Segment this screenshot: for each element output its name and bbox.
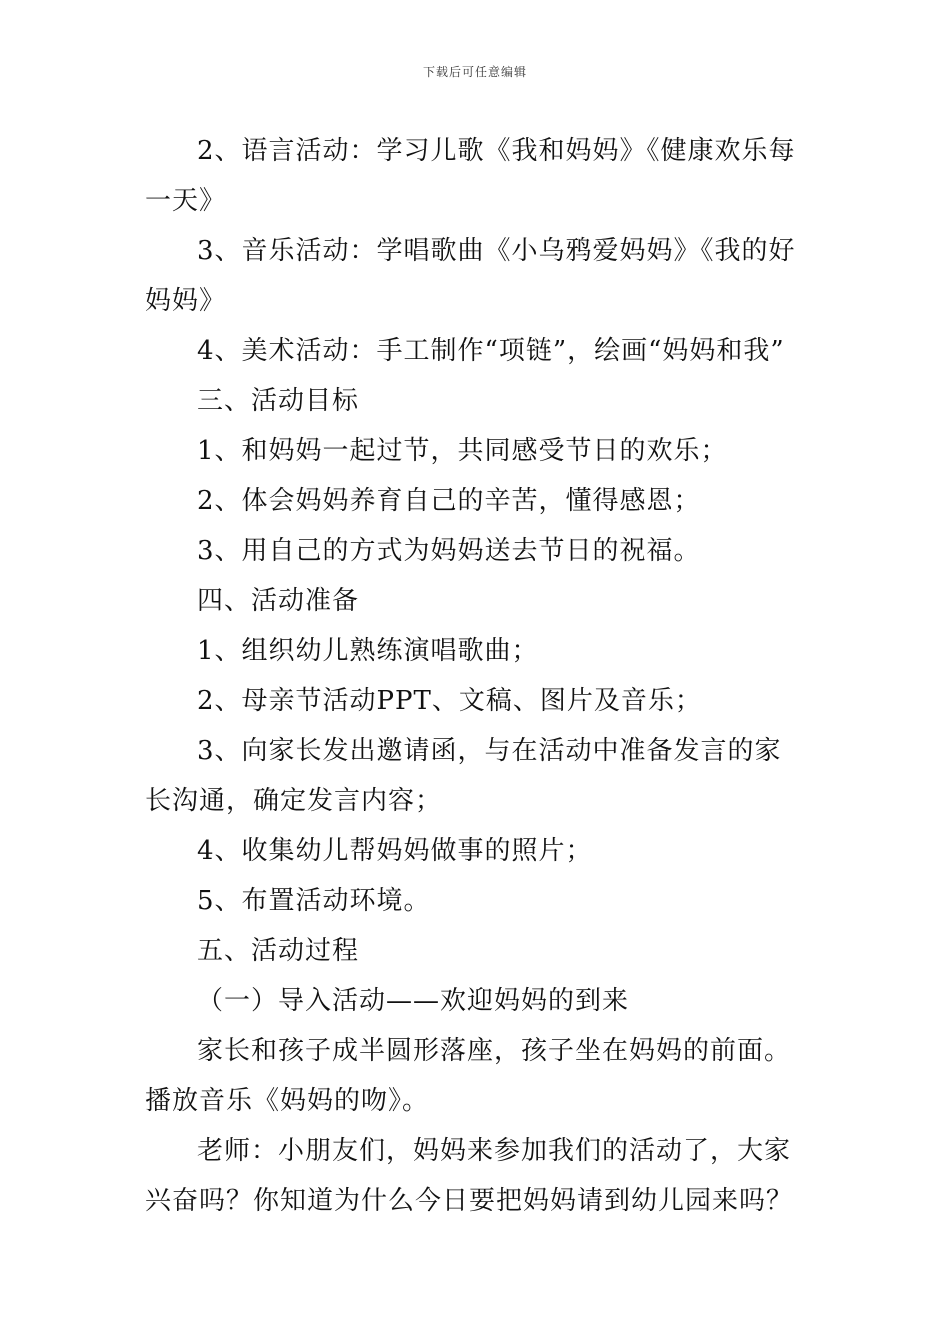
paragraph: 4、收集幼儿帮妈妈做事的照片； <box>197 836 593 866</box>
section-heading: 五、活动过程 <box>197 936 360 966</box>
paragraph: 3、用自己的方式为妈妈送去节日的祝福。 <box>197 536 701 566</box>
paragraph: 4、美术活动：手工制作“项链”，绘画“妈妈和我” <box>197 336 785 366</box>
document-body <box>145 126 807 1226</box>
subsection-heading: （一）导入活动——欢迎妈妈的到来 <box>197 986 630 1016</box>
paragraph: 3、向家长发出邀请函，与在活动中准备发言的家长沟通，确定发言内容； <box>145 736 782 816</box>
page-header: 下载后可任意编辑 <box>422 65 527 79</box>
paragraph: 2、语言活动：学习儿歌《我和妈妈》《健康欢乐每一天》 <box>145 136 796 216</box>
paragraph: 家长和孩子成半圆形落座，孩子坐在妈妈的前面。播放音乐《妈妈的吻》。 <box>145 1036 792 1116</box>
paragraph: 3、音乐活动：学唱歌曲《小乌鸦爱妈妈》《我的好妈妈》 <box>145 236 796 316</box>
paragraph: 2、母亲节活动PPT、文稿、图片及音乐； <box>197 686 702 716</box>
paragraph: 1、和妈妈一起过节，共同感受节日的欢乐； <box>197 436 728 466</box>
section-heading: 三、活动目标 <box>197 386 360 416</box>
paragraph: 5、布置活动环境。 <box>197 886 431 916</box>
paragraph: 老师：小朋友们，妈妈来参加我们的活动了，大家兴奋吗？你知道为什么今日要把妈妈请到幼儿园来吗？ <box>145 1136 794 1216</box>
paragraph: 2、体会妈妈养育自己的辛苦，懂得感恩； <box>197 486 701 516</box>
paragraph: 1、组织幼儿熟练演唱歌曲； <box>197 636 539 666</box>
section-heading: 四、活动准备 <box>197 586 360 616</box>
